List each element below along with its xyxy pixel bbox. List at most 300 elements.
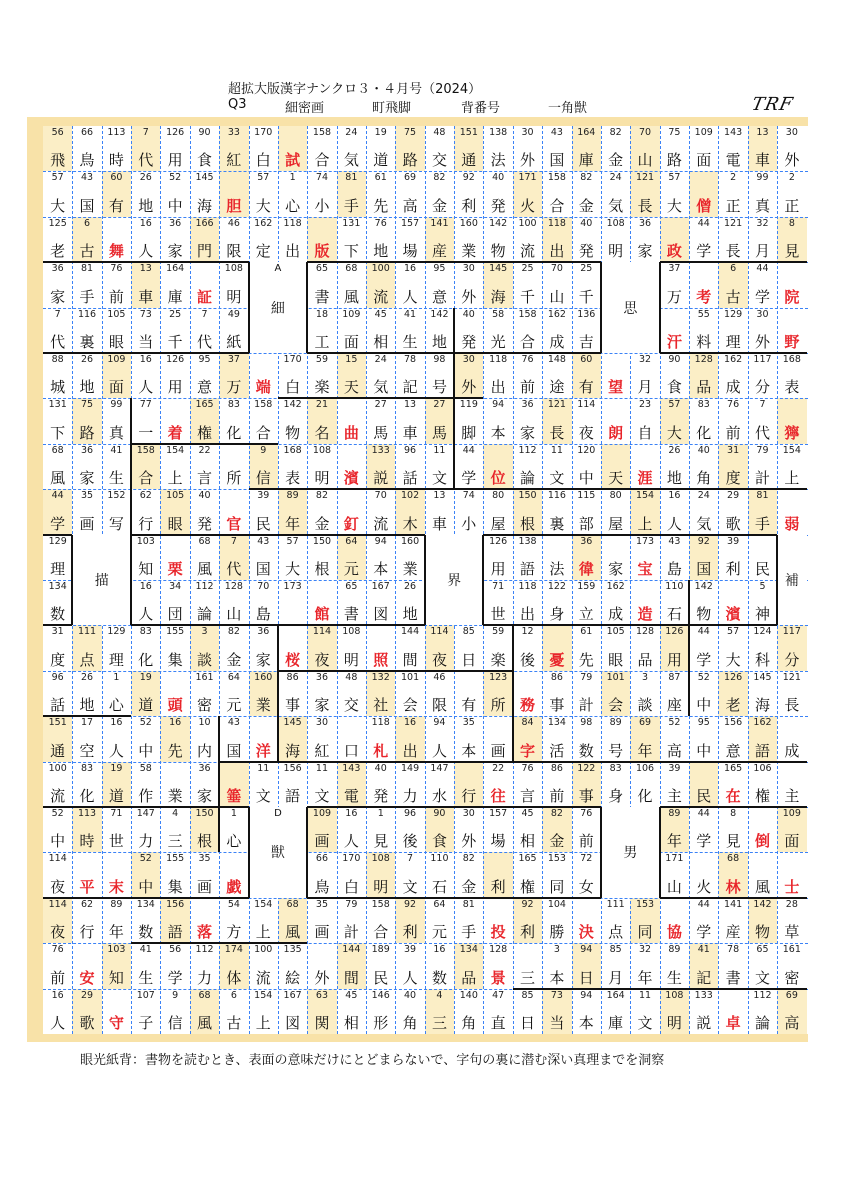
grid-cell[interactable] <box>748 580 777 625</box>
grid-cell[interactable] <box>307 898 336 943</box>
grid-cell[interactable] <box>513 807 542 852</box>
grid-cell[interactable] <box>689 126 718 171</box>
grid-cell[interactable] <box>748 671 777 716</box>
grid-cell[interactable] <box>337 535 366 580</box>
grid-cell[interactable] <box>160 989 189 1034</box>
grid-cell[interactable] <box>483 171 512 216</box>
grid-cell[interactable] <box>249 535 278 580</box>
grid-cell[interactable] <box>748 444 777 489</box>
grid-cell[interactable] <box>131 898 160 943</box>
grid-cell[interactable] <box>630 171 659 216</box>
grid-cell[interactable] <box>366 398 395 443</box>
grid-cell[interactable] <box>718 762 747 807</box>
grid-cell[interactable] <box>660 898 689 943</box>
grid-cell[interactable] <box>630 989 659 1034</box>
grid-cell[interactable] <box>395 535 424 580</box>
grid-cell[interactable] <box>219 171 248 216</box>
grid-cell[interactable] <box>425 126 454 171</box>
grid-cell[interactable] <box>337 852 366 897</box>
grid-cell[interactable] <box>425 262 454 307</box>
grid-cell[interactable] <box>748 535 777 580</box>
grid-cell[interactable] <box>72 489 101 534</box>
grid-cell[interactable] <box>748 398 777 443</box>
grid-cell[interactable] <box>278 671 307 716</box>
grid-cell[interactable] <box>395 353 424 398</box>
grid-cell[interactable] <box>337 716 366 761</box>
grid-cell[interactable] <box>366 580 395 625</box>
grid-cell[interactable] <box>572 625 601 670</box>
grid-cell[interactable] <box>131 171 160 216</box>
grid-cell[interactable] <box>748 852 777 897</box>
grid-cell[interactable] <box>483 308 512 353</box>
grid-cell[interactable] <box>718 262 747 307</box>
grid-cell[interactable] <box>572 762 601 807</box>
grid-cell[interactable] <box>72 444 101 489</box>
grid-cell[interactable] <box>689 943 718 988</box>
grid-cell[interactable] <box>748 989 777 1034</box>
grid-cell[interactable] <box>454 308 483 353</box>
grid-cell[interactable] <box>748 171 777 216</box>
grid-cell[interactable] <box>395 580 424 625</box>
grid-cell[interactable] <box>660 444 689 489</box>
grid-cell[interactable] <box>337 398 366 443</box>
grid-cell[interactable] <box>307 762 336 807</box>
grid-cell[interactable] <box>278 898 307 943</box>
grid-cell[interactable] <box>131 716 160 761</box>
grid-cell[interactable] <box>483 716 512 761</box>
grid-cell[interactable] <box>366 762 395 807</box>
grid-cell[interactable] <box>395 762 424 807</box>
grid-cell[interactable] <box>572 217 601 262</box>
grid-cell[interactable] <box>190 444 219 489</box>
grid-cell[interactable] <box>190 535 219 580</box>
grid-cell[interactable] <box>395 171 424 216</box>
grid-cell[interactable] <box>660 262 689 307</box>
grid-cell[interactable] <box>395 398 424 443</box>
grid-cell[interactable] <box>777 989 806 1034</box>
grid-cell[interactable] <box>630 444 659 489</box>
grid-cell[interactable] <box>219 807 248 852</box>
grid-cell[interactable] <box>542 308 571 353</box>
grid-cell[interactable] <box>72 943 101 988</box>
grid-cell[interactable] <box>777 217 806 262</box>
grid-cell[interactable] <box>190 353 219 398</box>
grid-cell[interactable] <box>395 308 424 353</box>
grid-cell[interactable] <box>454 898 483 943</box>
grid-cell[interactable] <box>542 852 571 897</box>
grid-cell[interactable] <box>249 126 278 171</box>
grid-cell[interactable] <box>513 852 542 897</box>
grid-cell[interactable] <box>102 716 131 761</box>
grid-cell[interactable] <box>601 716 630 761</box>
grid-cell[interactable] <box>160 308 189 353</box>
grid-cell[interactable] <box>660 126 689 171</box>
grid-cell[interactable] <box>601 989 630 1034</box>
grid-cell[interactable] <box>43 217 72 262</box>
grid-cell[interactable] <box>542 716 571 761</box>
grid-cell[interactable] <box>278 171 307 216</box>
grid-cell[interactable] <box>660 398 689 443</box>
grid-cell[interactable] <box>72 852 101 897</box>
grid-cell[interactable] <box>572 489 601 534</box>
grid-cell[interactable] <box>72 762 101 807</box>
grid-cell[interactable] <box>366 716 395 761</box>
grid-cell[interactable] <box>630 898 659 943</box>
grid-cell[interactable] <box>160 262 189 307</box>
grid-cell[interactable] <box>43 716 72 761</box>
grid-cell[interactable] <box>425 308 454 353</box>
grid-cell[interactable] <box>307 171 336 216</box>
grid-cell[interactable] <box>689 671 718 716</box>
grid-cell[interactable] <box>777 852 806 897</box>
grid-cell[interactable] <box>366 671 395 716</box>
grid-cell[interactable] <box>395 489 424 534</box>
grid-cell[interactable] <box>337 217 366 262</box>
grid-cell[interactable] <box>72 989 101 1034</box>
grid-cell[interactable] <box>718 353 747 398</box>
grid-cell[interactable] <box>72 716 101 761</box>
grid-cell[interactable] <box>454 217 483 262</box>
grid-cell[interactable] <box>542 762 571 807</box>
grid-cell[interactable] <box>160 171 189 216</box>
grid-cell[interactable] <box>366 989 395 1034</box>
grid-cell[interactable] <box>748 262 777 307</box>
grid-cell[interactable] <box>219 989 248 1034</box>
grid-cell[interactable] <box>572 262 601 307</box>
grid-cell[interactable] <box>43 671 72 716</box>
grid-cell[interactable] <box>395 989 424 1034</box>
grid-cell[interactable] <box>395 898 424 943</box>
grid-cell[interactable] <box>160 852 189 897</box>
grid-cell[interactable] <box>748 353 777 398</box>
grid-cell[interactable] <box>483 671 512 716</box>
grid-cell[interactable] <box>425 398 454 443</box>
grid-cell[interactable] <box>454 762 483 807</box>
grid-cell[interactable] <box>689 625 718 670</box>
grid-cell[interactable] <box>689 762 718 807</box>
grid-cell[interactable] <box>249 989 278 1034</box>
grid-cell[interactable] <box>454 444 483 489</box>
grid-cell[interactable] <box>190 852 219 897</box>
grid-cell[interactable] <box>219 852 248 897</box>
grid-cell[interactable] <box>601 171 630 216</box>
grid-cell[interactable] <box>278 580 307 625</box>
grid-cell[interactable] <box>43 943 72 988</box>
grid-cell[interactable] <box>572 171 601 216</box>
grid-cell[interactable] <box>777 308 806 353</box>
grid-cell[interactable] <box>718 217 747 262</box>
grid-cell[interactable] <box>366 353 395 398</box>
grid-cell[interactable] <box>160 716 189 761</box>
grid-cell[interactable] <box>43 262 72 307</box>
grid-cell[interactable] <box>160 943 189 988</box>
grid-cell[interactable] <box>777 398 806 443</box>
grid-cell[interactable] <box>72 262 101 307</box>
grid-cell[interactable] <box>190 625 219 670</box>
grid-cell[interactable] <box>160 217 189 262</box>
grid-cell[interactable] <box>43 535 72 580</box>
grid-cell[interactable] <box>454 171 483 216</box>
grid-cell[interactable] <box>43 807 72 852</box>
grid-cell[interactable] <box>718 807 747 852</box>
grid-cell[interactable] <box>278 126 307 171</box>
grid-cell[interactable] <box>43 989 72 1034</box>
grid-cell[interactable] <box>748 762 777 807</box>
grid-cell[interactable] <box>660 353 689 398</box>
grid-cell[interactable] <box>190 217 219 262</box>
grid-cell[interactable] <box>425 716 454 761</box>
grid-cell[interactable] <box>131 989 160 1034</box>
grid-cell[interactable] <box>630 398 659 443</box>
grid-cell[interactable] <box>43 171 72 216</box>
grid-cell[interactable] <box>689 398 718 443</box>
grid-cell[interactable] <box>454 852 483 897</box>
grid-cell[interactable] <box>630 217 659 262</box>
grid-cell[interactable] <box>131 126 160 171</box>
grid-cell[interactable] <box>777 126 806 171</box>
grid-cell[interactable] <box>454 671 483 716</box>
grid-cell[interactable] <box>630 625 659 670</box>
grid-cell[interactable] <box>513 353 542 398</box>
grid-cell[interactable] <box>102 489 131 534</box>
grid-cell[interactable] <box>660 535 689 580</box>
grid-cell[interactable] <box>43 625 72 670</box>
grid-cell[interactable] <box>249 353 278 398</box>
grid-cell[interactable] <box>718 852 747 897</box>
grid-cell[interactable] <box>425 807 454 852</box>
grid-cell[interactable] <box>660 989 689 1034</box>
grid-cell[interactable] <box>572 852 601 897</box>
grid-cell[interactable] <box>542 580 571 625</box>
grid-cell[interactable] <box>777 489 806 534</box>
grid-cell[interactable] <box>572 989 601 1034</box>
grid-cell[interactable] <box>160 625 189 670</box>
grid-cell[interactable] <box>43 126 72 171</box>
grid-cell[interactable] <box>748 217 777 262</box>
grid-cell[interactable] <box>307 535 336 580</box>
grid-cell[interactable] <box>395 126 424 171</box>
grid-cell[interactable] <box>689 217 718 262</box>
grid-cell[interactable] <box>718 126 747 171</box>
grid-cell[interactable] <box>219 716 248 761</box>
grid-cell[interactable] <box>483 625 512 670</box>
grid-cell[interactable] <box>102 353 131 398</box>
grid-cell[interactable] <box>160 444 189 489</box>
grid-cell[interactable] <box>249 171 278 216</box>
grid-cell[interactable] <box>219 353 248 398</box>
grid-cell[interactable] <box>777 943 806 988</box>
grid-cell[interactable] <box>190 308 219 353</box>
grid-cell[interactable] <box>513 898 542 943</box>
grid-cell[interactable] <box>219 625 248 670</box>
grid-cell[interactable] <box>660 943 689 988</box>
grid-cell[interactable] <box>542 535 571 580</box>
grid-cell[interactable] <box>454 625 483 670</box>
grid-cell[interactable] <box>748 943 777 988</box>
grid-cell[interactable] <box>131 762 160 807</box>
grid-cell[interactable] <box>483 217 512 262</box>
grid-cell[interactable] <box>689 308 718 353</box>
grid-cell[interactable] <box>102 989 131 1034</box>
grid-cell[interactable] <box>131 625 160 670</box>
grid-cell[interactable] <box>72 898 101 943</box>
grid-cell[interactable] <box>160 807 189 852</box>
grid-cell[interactable] <box>190 898 219 943</box>
grid-cell[interactable] <box>572 716 601 761</box>
grid-cell[interactable] <box>160 580 189 625</box>
grid-cell[interactable] <box>630 580 659 625</box>
grid-cell[interactable] <box>43 898 72 943</box>
grid-cell[interactable] <box>102 126 131 171</box>
grid-cell[interactable] <box>219 671 248 716</box>
grid-cell[interactable] <box>689 262 718 307</box>
grid-cell[interactable] <box>748 716 777 761</box>
grid-cell[interactable] <box>777 444 806 489</box>
grid-cell[interactable] <box>249 444 278 489</box>
grid-cell[interactable] <box>483 807 512 852</box>
grid-cell[interactable] <box>366 898 395 943</box>
grid-cell[interactable] <box>249 671 278 716</box>
grid-cell[interactable] <box>718 444 747 489</box>
grid-cell[interactable] <box>572 580 601 625</box>
grid-cell[interactable] <box>513 671 542 716</box>
grid-cell[interactable] <box>660 625 689 670</box>
grid-cell[interactable] <box>630 762 659 807</box>
grid-cell[interactable] <box>425 171 454 216</box>
grid-cell[interactable] <box>718 308 747 353</box>
grid-cell[interactable] <box>513 126 542 171</box>
grid-cell[interactable] <box>219 762 248 807</box>
grid-cell[interactable] <box>718 171 747 216</box>
grid-cell[interactable] <box>190 171 219 216</box>
grid-cell[interactable] <box>307 217 336 262</box>
grid-cell[interactable] <box>219 943 248 988</box>
grid-cell[interactable] <box>102 217 131 262</box>
grid-cell[interactable] <box>307 262 336 307</box>
grid-cell[interactable] <box>160 671 189 716</box>
grid-cell[interactable] <box>72 625 101 670</box>
grid-cell[interactable] <box>190 807 219 852</box>
grid-cell[interactable] <box>777 762 806 807</box>
grid-cell[interactable] <box>542 262 571 307</box>
grid-cell[interactable] <box>718 625 747 670</box>
grid-cell[interactable] <box>542 171 571 216</box>
grid-cell[interactable] <box>660 171 689 216</box>
grid-cell[interactable] <box>160 398 189 443</box>
grid-cell[interactable] <box>249 943 278 988</box>
grid-cell[interactable] <box>425 943 454 988</box>
grid-cell[interactable] <box>72 353 101 398</box>
grid-cell[interactable] <box>337 171 366 216</box>
grid-cell[interactable] <box>249 217 278 262</box>
grid-cell[interactable] <box>454 262 483 307</box>
grid-cell[interactable] <box>43 308 72 353</box>
grid-cell[interactable] <box>366 217 395 262</box>
grid-cell[interactable] <box>219 535 248 580</box>
grid-cell[interactable] <box>572 308 601 353</box>
grid-cell[interactable] <box>513 262 542 307</box>
grid-cell[interactable] <box>160 353 189 398</box>
grid-cell[interactable] <box>542 943 571 988</box>
grid-cell[interactable] <box>366 126 395 171</box>
grid-cell[interactable] <box>366 807 395 852</box>
grid-cell[interactable] <box>542 353 571 398</box>
grid-cell[interactable] <box>395 217 424 262</box>
grid-cell[interactable] <box>601 535 630 580</box>
grid-cell[interactable] <box>513 580 542 625</box>
grid-cell[interactable] <box>219 217 248 262</box>
grid-cell[interactable] <box>513 625 542 670</box>
grid-cell[interactable] <box>718 989 747 1034</box>
grid-cell[interactable] <box>689 898 718 943</box>
grid-cell[interactable] <box>102 262 131 307</box>
grid-cell[interactable] <box>777 807 806 852</box>
grid-cell[interactable] <box>102 807 131 852</box>
grid-cell[interactable] <box>72 807 101 852</box>
grid-cell[interactable] <box>454 807 483 852</box>
grid-cell[interactable] <box>660 580 689 625</box>
grid-cell[interactable] <box>660 716 689 761</box>
grid-cell[interactable] <box>601 625 630 670</box>
grid-cell[interactable] <box>630 671 659 716</box>
grid-cell[interactable] <box>689 353 718 398</box>
grid-cell[interactable] <box>102 898 131 943</box>
grid-cell[interactable] <box>307 580 336 625</box>
grid-cell[interactable] <box>660 807 689 852</box>
grid-cell[interactable] <box>337 807 366 852</box>
grid-cell[interactable] <box>307 353 336 398</box>
grid-cell[interactable] <box>249 489 278 534</box>
grid-cell[interactable] <box>601 353 630 398</box>
grid-cell[interactable] <box>278 989 307 1034</box>
grid-cell[interactable] <box>572 671 601 716</box>
grid-cell[interactable] <box>483 535 512 580</box>
grid-cell[interactable] <box>131 943 160 988</box>
grid-cell[interactable] <box>366 308 395 353</box>
grid-cell[interactable] <box>337 580 366 625</box>
grid-cell[interactable] <box>219 444 248 489</box>
grid-cell[interactable] <box>131 489 160 534</box>
grid-cell[interactable] <box>366 171 395 216</box>
grid-cell[interactable] <box>572 807 601 852</box>
grid-cell[interactable] <box>689 535 718 580</box>
grid-cell[interactable] <box>777 353 806 398</box>
grid-cell[interactable] <box>307 625 336 670</box>
grid-cell[interactable] <box>278 398 307 443</box>
grid-cell[interactable] <box>630 535 659 580</box>
grid-cell[interactable] <box>689 171 718 216</box>
grid-cell[interactable] <box>395 262 424 307</box>
grid-cell[interactable] <box>572 535 601 580</box>
grid-cell[interactable] <box>278 217 307 262</box>
grid-cell[interactable] <box>102 625 131 670</box>
grid-cell[interactable] <box>219 308 248 353</box>
grid-cell[interactable] <box>43 762 72 807</box>
grid-cell[interactable] <box>219 489 248 534</box>
grid-cell[interactable] <box>572 444 601 489</box>
grid-cell[interactable] <box>307 716 336 761</box>
grid-cell[interactable] <box>542 126 571 171</box>
grid-cell[interactable] <box>219 898 248 943</box>
grid-cell[interactable] <box>454 489 483 534</box>
grid-cell[interactable] <box>689 807 718 852</box>
grid-cell[interactable] <box>219 398 248 443</box>
grid-cell[interactable] <box>366 535 395 580</box>
grid-cell[interactable] <box>513 762 542 807</box>
grid-cell[interactable] <box>72 217 101 262</box>
grid-cell[interactable] <box>542 398 571 443</box>
grid-cell[interactable] <box>513 444 542 489</box>
